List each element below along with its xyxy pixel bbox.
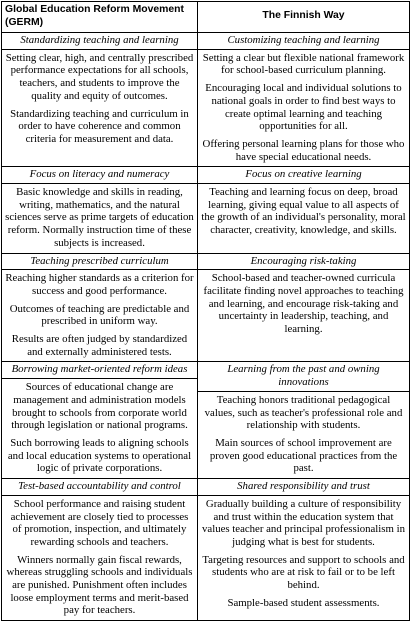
germ-description [2, 184, 197, 253]
finnish-description [198, 496, 409, 613]
germ-principle-title: Borrowing market-oriented reform ideas [2, 362, 197, 379]
description-paragraph: Setting a clear but flexible national framework for school-based curriculum planning. [202, 51, 405, 77]
header-finnish-way: The Finnish Way [198, 2, 410, 33]
germ-principle-title: Test-based accountability and control [2, 479, 197, 496]
finnish-description [198, 184, 409, 240]
description-paragraph: School-based and teacher-owned curricula facilitate finding novel approaches to teaching and learning, and encourage risk-taking and uncertainty in leadership, teaching, and learning. [203, 272, 404, 336]
germ-description [2, 270, 197, 361]
comparison-table [1, 1, 410, 621]
description-paragraph: Standardizing teaching and curriculum in order to have coherence and common criteria for measurement and data. [10, 107, 189, 145]
finnish-principle-title: Focus on creative learning [198, 167, 409, 184]
finnish-cell [198, 167, 410, 253]
description-paragraph: School performance and raising student achievement are closely tied to processes of promotion, inspection, and ultimately rewarding schools and teachers. [10, 497, 189, 548]
description-paragraph: Teaching and learning focus on deep, broad learning, giving equal value to all aspects of the growth of an individual's personality, moral character, creativity, knowledge, and skills. [201, 186, 406, 237]
finnish-cell [198, 253, 410, 362]
description-paragraph: Such borrowing leads to aligning schools and local education systems to operational logic of private corporations. [7, 436, 192, 475]
finnish-principle-title: Customizing teaching and learning [198, 33, 409, 50]
finnish-description [198, 50, 409, 167]
table-row [2, 362, 410, 479]
description-paragraph: Setting clear, high, and centrally prescribed performance expectations for all schools, teachers, and students to improve the quality and equity of outcomes. [5, 51, 194, 102]
germ-description [2, 496, 197, 620]
finnish-cell [198, 33, 410, 167]
table-row [2, 167, 410, 253]
finnish-cell [198, 362, 410, 479]
description-paragraph: Basic knowledge and skills in reading, writing, mathematics, and the natural sciences serve as prime targets of education reform. Normally instruction time of these subjects is increased. [5, 186, 194, 249]
finnish-principle-title: Shared responsibility and trust [198, 479, 409, 496]
description-paragraph: Sources of educational change are management and administration models brought to schools from corporate world through legislation or national programs. [11, 381, 188, 432]
finnish-description [198, 392, 409, 478]
finnish-principle-title: Encouraging risk-taking [198, 254, 409, 271]
description-paragraph: Sample-based student assessments. [227, 596, 380, 609]
table-row [2, 479, 410, 621]
description-paragraph: Encouraging local and individual solutions to national goals in order to find best ways to create optimal learning and teaching opportunities for all. [205, 82, 402, 133]
germ-cell [2, 253, 198, 362]
germ-principle-title: Standardizing teaching and learning [2, 33, 197, 50]
table-row [2, 33, 410, 167]
finnish-description [198, 270, 409, 339]
germ-principle-title: Teaching prescribed curriculum [2, 254, 197, 271]
header-germ: Global Education Reform Movement (GERM) [2, 2, 198, 33]
description-paragraph: Outcomes of teaching are predictable and prescribed in uniform way. [9, 302, 190, 328]
description-paragraph: Gradually building a culture of responsibility and trust within the education system that values teacher and principal professionalism in judging what is best for students. [202, 497, 405, 548]
description-paragraph: Results are often judged by standardized and externally administered tests. [11, 333, 188, 358]
finnish-principle-title: Learning from the past and owning innovations [198, 362, 409, 391]
description-paragraph: Targeting resources and support to schools and students who are at risk to fail or to be left behind. [202, 553, 405, 592]
description-paragraph: Offering personal learning plans for those who have special educational needs. [202, 137, 405, 163]
description-paragraph: Main sources of school improvement are proven good educational practices from the past. [209, 436, 398, 475]
germ-cell [2, 362, 198, 479]
germ-description [2, 379, 197, 478]
germ-description [2, 50, 197, 149]
table-header-row [2, 2, 410, 33]
description-paragraph: Winners normally gain fiscal rewards, whereas struggling schools and individuals are punished. Punishment often includes loose employment terms and merit-based pay for teachers. [6, 553, 193, 617]
table-body [2, 33, 410, 621]
description-paragraph: Teaching honors traditional pedagogical values, such as teacher's professional role and relationship with students. [204, 393, 403, 432]
germ-cell [2, 479, 198, 621]
germ-cell [2, 33, 198, 167]
germ-cell [2, 167, 198, 253]
table-row [2, 253, 410, 362]
finnish-cell [198, 479, 410, 621]
germ-principle-title: Focus on literacy and numeracy [2, 167, 197, 184]
description-paragraph: Reaching higher standards as a criterion for success and good performance. [5, 272, 194, 297]
